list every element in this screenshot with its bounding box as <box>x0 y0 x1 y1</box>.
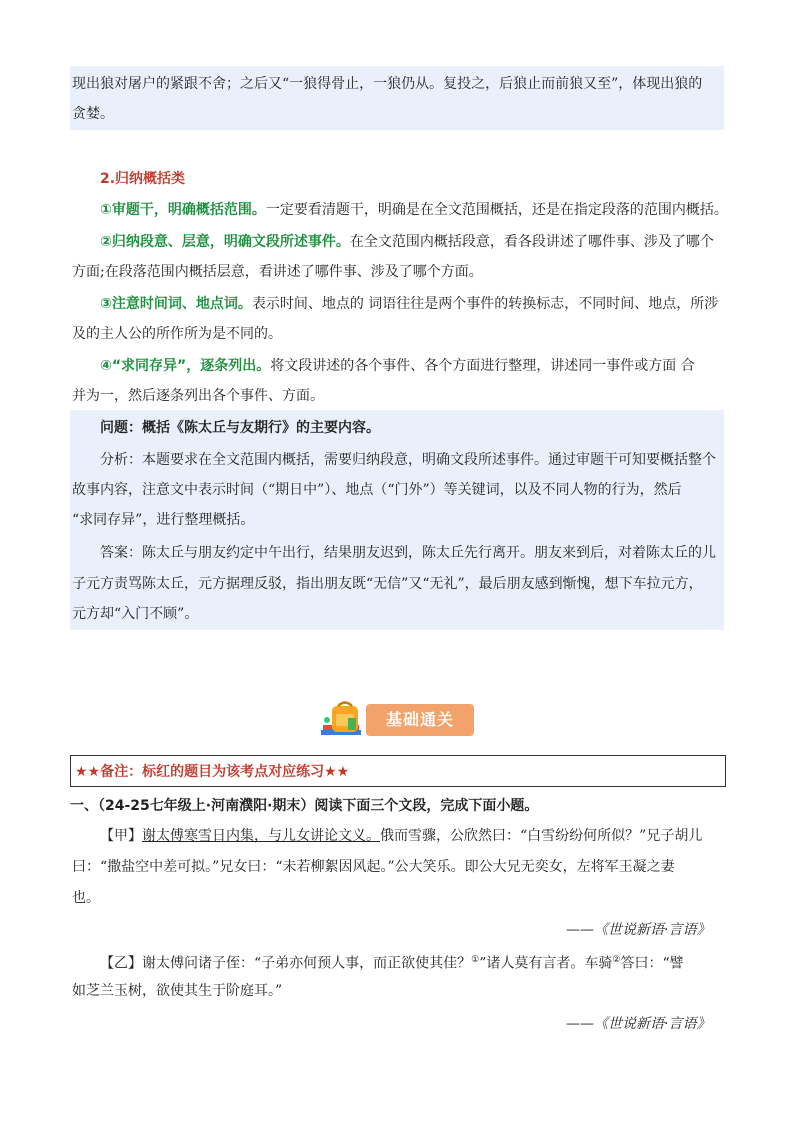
passage-tag: 【乙】 <box>100 955 142 972</box>
section-banner <box>318 700 478 740</box>
method-text: 方面;在段落范围内概括层意，看讲述了哪件事、涉及了哪个方面。 <box>72 264 483 280</box>
example-analysis: “求同存异”，进行整理概括。 <box>72 512 255 528</box>
banner-label: 基础通关 <box>366 704 474 736</box>
note-text: ★★备注：标红的题目为该考点对应练习★★ <box>75 764 350 780</box>
method-text: 及的主人公的所作所为是不同的。 <box>72 326 282 342</box>
example-answer: 元方却“入门不顾”。 <box>72 606 199 622</box>
example-analysis: 故事内容，注意文中表示时间（“期日中”）、地点（“门外”）等关键词，以及不同人物的行为，然后 <box>72 482 682 498</box>
method-paragraph <box>100 200 728 220</box>
passage-text: 也。 <box>72 890 100 906</box>
method-paragraph <box>100 356 695 376</box>
example-question: 问题：概括《陈太丘与友期行》的主要内容。 <box>100 420 380 436</box>
passage-source: ——《世说新语·言语》 <box>566 922 711 938</box>
footnote-marker: ② <box>612 955 621 965</box>
example-analysis: 分析：本题要求在全文范围内概括，需要归纳段意，明确文段所述事件。通过审题干可知要概括整个 <box>100 452 716 468</box>
school-bag-icon <box>318 700 368 740</box>
method-text: 并为一，然后逐条列出各个事件、方面。 <box>72 388 324 404</box>
passage-source: ——《世说新语·言语》 <box>566 1016 711 1032</box>
passage-yi <box>100 950 684 974</box>
method-heading: ④“求同存异”，逐条列出。 <box>100 358 271 374</box>
method-heading: ②归纳段意、层意，明确文段所述事件。 <box>100 234 350 250</box>
passage-text: 答曰：“譬 <box>620 955 684 972</box>
continuation-line: 贪婪。 <box>72 106 114 122</box>
example-answer: 子元方责骂陈太丘，元方据理反驳，指出朋友既“无信”又“无礼”，最后朋友感到惭愧，想下车拉元方， <box>72 576 703 592</box>
method-heading: ③注意时间词、地点词。 <box>100 296 252 312</box>
underlined-sentence: 谢太傅寒雪日内集，与儿女讲论文义。 <box>142 828 380 844</box>
passage-text: ”诸人莫有言者。车骑 <box>479 955 613 972</box>
passage-text: 曰：“撒盐空中差可拟。”兄女曰：“未若柳絮因风起。”公大笑乐。即公大兄无奕女，左将军王凝之妻 <box>72 859 675 875</box>
method-text: 在全文范围内概括段意，看各段讲述了哪件事、涉及了哪个 <box>349 234 714 250</box>
footnote-marker: ① <box>471 955 480 965</box>
section-title: 2.归纳概括类 <box>100 171 186 187</box>
example-answer: 答案：陈太丘与朋友约定中午出行，结果朋友迟到，陈太丘先行离开。朋友来到后，对着陈太丘的儿 <box>100 545 716 561</box>
note-box <box>70 755 726 787</box>
method-heading: ①审题干，明确概括范围。 <box>100 202 266 218</box>
passage-text: 俄而雪骤，公欣然曰：“白雪纷纷何所似？”兄子胡儿 <box>380 828 703 844</box>
passage-text: 谢太傅问诸子侄：“子弟亦何预人事，而正欲使其佳？ <box>142 955 472 972</box>
continuation-line: 现出狼对屠户的紧跟不舍；之后又“一狼得骨止，一狼仍从。复投之，后狼止而前狼又至”，体现出狼的 <box>72 76 703 92</box>
method-paragraph <box>100 232 714 252</box>
method-text: 将文段讲述的各个事件、各个方面进行整理，讲述同一事件或方面 合 <box>270 358 695 374</box>
passage-jia <box>100 826 702 846</box>
passage-tag: 【甲】 <box>100 828 142 844</box>
question-heading: 一、（24-25七年级上·河南濮阳·期末）阅读下面三个文段，完成下面小题。 <box>70 798 539 814</box>
method-text: 表示时间、地点的 词语往往是两个事件的转换标志，不同时间、地点，所涉 <box>251 296 719 312</box>
method-paragraph <box>100 294 718 314</box>
method-text: 一定要看清题干，明确是在全文范围概括，还是在指定段落的范围内概括。 <box>265 202 728 218</box>
passage-text: 如芝兰玉树，欲使其生于阶庭耳。” <box>72 983 283 999</box>
